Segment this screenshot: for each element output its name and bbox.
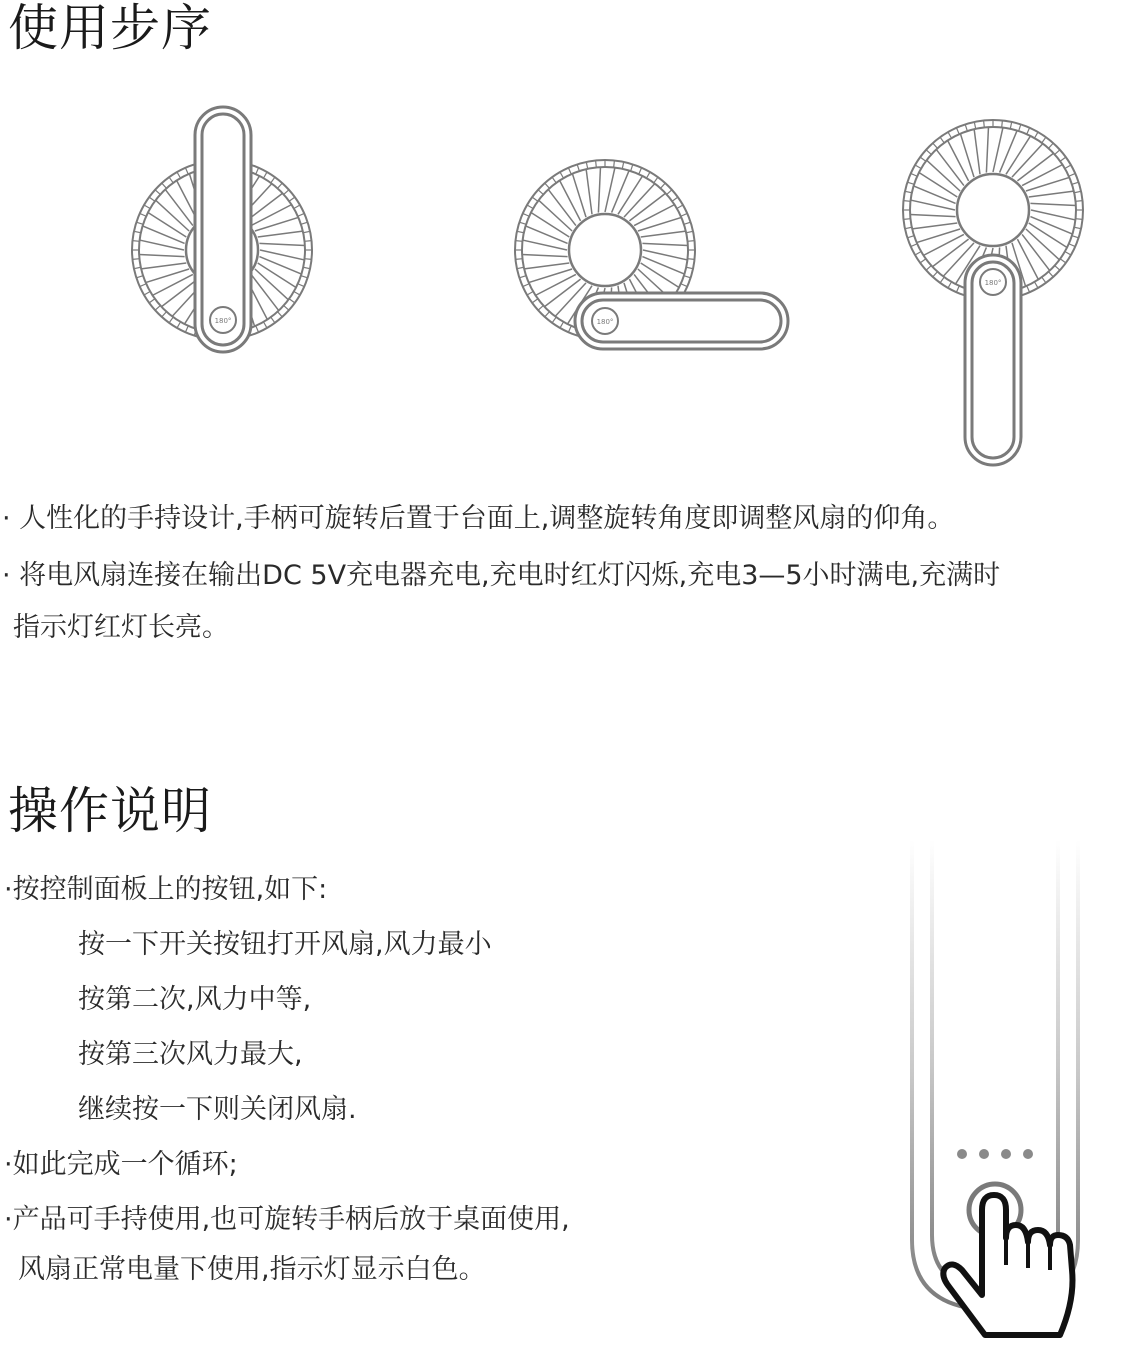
section-title-operation: 操作说明 (8, 782, 212, 840)
fan-handle-down-illustration (885, 95, 1100, 475)
svg-text:180°: 180° (984, 279, 1002, 287)
operation-line-4: 按第三次风力最大, (78, 1039, 303, 1070)
operation-line-8: 风扇正常电量下使用,指示灯显示白色。 (18, 1254, 486, 1285)
section-title-usage: 使用步序 (8, 0, 212, 57)
hand-pointer-icon (900, 840, 1090, 1350)
operation-line-1: ·按控制面板上的按钮,如下: (4, 874, 328, 905)
fan-handle-folded-illustration (500, 95, 800, 365)
operation-line-2: 按一下开关按钮打开风扇,风力最小 (78, 929, 492, 960)
usage-line-1: · 人性化的手持设计,手柄可旋转后置于台面上,调整旋转角度即调整风扇的仰角。 (2, 503, 955, 534)
operation-line-5: 继续按一下则关闭风扇. (78, 1094, 357, 1125)
usage-line-3: 指示灯红灯长亮。 (13, 612, 229, 643)
svg-text:180°: 180° (596, 318, 614, 326)
usage-line-2: · 将电风扇连接在输出DC 5V充电器充电,充电时红灯闪烁,充电3—5小时满电,充满时 (2, 560, 1001, 591)
svg-text:180°: 180° (214, 317, 232, 325)
operation-line-7: ·产品可手持使用,也可旋转手柄后放于桌面使用, (4, 1204, 570, 1235)
fan-handle-up-illustration (110, 95, 340, 365)
operation-line-6: ·如此完成一个循环; (4, 1149, 238, 1180)
operation-line-3: 按第二次,风力中等, (78, 984, 312, 1015)
